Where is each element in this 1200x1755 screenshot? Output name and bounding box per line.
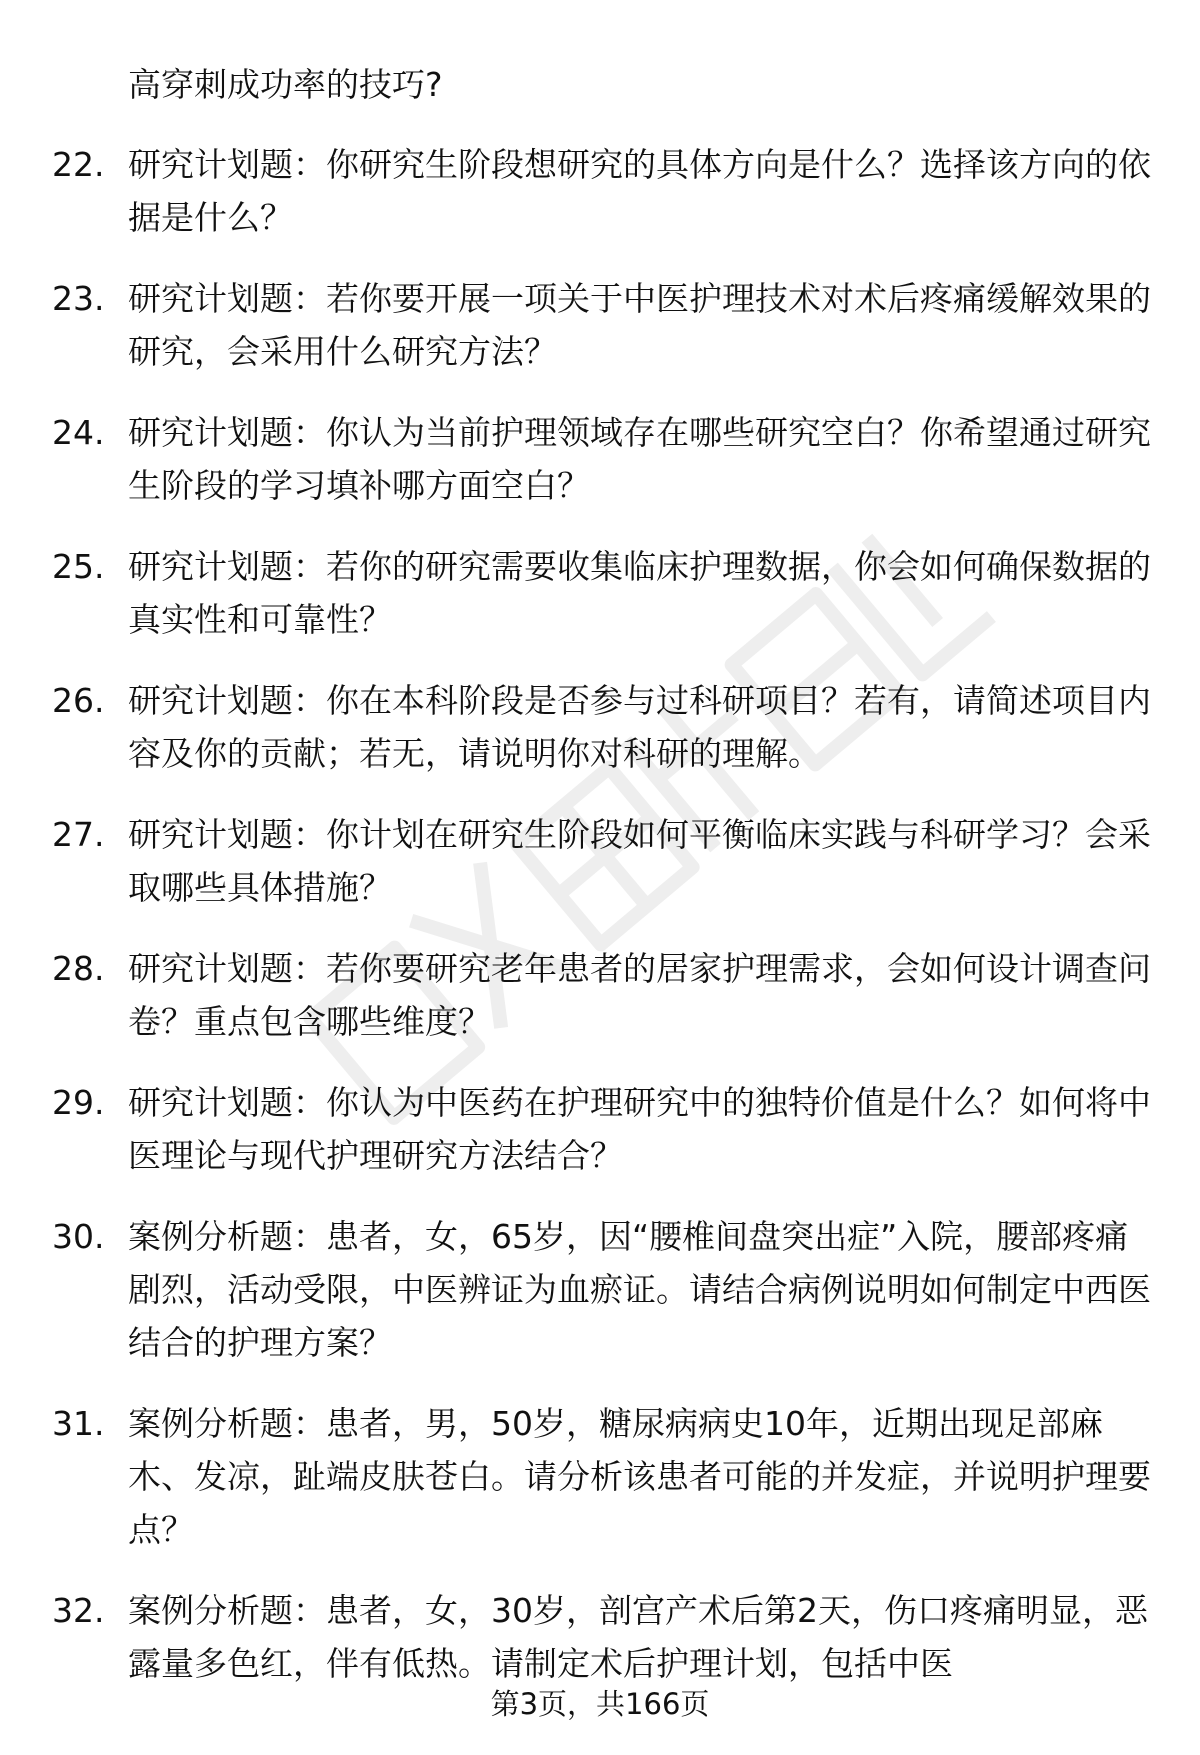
- question-item: [52, 674, 1152, 780]
- question-item: [52, 1076, 1152, 1182]
- question-text: 研究计划题：你认为中医药在护理研究中的独特价值是什么？如何将中医理论与现代护理研究方法结合？: [128, 1083, 1151, 1175]
- question-number: 30.: [52, 1217, 105, 1256]
- question-text: 研究计划题：你在本科阶段是否参与过科研项目？若有，请简述项目内容及你的贡献；若无，请说明你对科研的理解。: [128, 681, 1151, 773]
- question-item: [52, 942, 1152, 1048]
- question-text: 研究计划题：若你要开展一项关于中医护理技术对术后疼痛缓解效果的研究，会采用什么研究方法？: [128, 279, 1151, 371]
- question-item: [52, 808, 1152, 914]
- question-number: 26.: [52, 681, 105, 720]
- question-list: [52, 58, 1152, 1718]
- question-text: 研究计划题：你认为当前护理领域存在哪些研究空白？你希望通过研究生阶段的学习填补哪方面空白？: [128, 413, 1151, 505]
- question-item: [52, 1584, 1152, 1690]
- question-text: 案例分析题：患者，女，30岁，剖宫产术后第2天，伤口疼痛明显，恶露量多色红，伴有低热。请制定术后护理计划，包括中医: [128, 1591, 1148, 1683]
- question-number: 23.: [52, 279, 105, 318]
- question-number: 22.: [52, 145, 105, 184]
- question-item: [52, 138, 1152, 244]
- page-footer: 第3页，共166页: [490, 1687, 710, 1721]
- question-item: [52, 1397, 1152, 1556]
- question-number: 27.: [52, 815, 105, 854]
- question-text: 研究计划题：若你的研究需要收集临床护理数据，你会如何确保数据的真实性和可靠性？: [128, 547, 1151, 639]
- question-number: 24.: [52, 413, 105, 452]
- question-text: 研究计划题：你计划在研究生阶段如何平衡临床实践与科研学习？会采取哪些具体措施？: [128, 815, 1151, 907]
- question-number: 32.: [52, 1591, 105, 1630]
- question-number: 25.: [52, 547, 105, 586]
- question-text: 案例分析题：患者，女，65岁，因“腰椎间盘突出症”入院，腰部疼痛剧烈，活动受限，中医辨证为血瘀证。请结合病例说明如何制定中西医结合的护理方案？: [128, 1217, 1151, 1362]
- question-number: 31.: [52, 1404, 105, 1443]
- question-text: 研究计划题：若你要研究老年患者的居家护理需求，会如何设计调查问卷？重点包含哪些维度？: [128, 949, 1151, 1041]
- question-item: [52, 540, 1152, 646]
- question-text: 研究计划题：你研究生阶段想研究的具体方向是什么？选择该方向的依据是什么？: [128, 145, 1151, 237]
- question-number: 28.: [52, 949, 105, 988]
- question-item: [52, 272, 1152, 378]
- question-item: [52, 1210, 1152, 1369]
- question-number: 29.: [52, 1083, 105, 1122]
- question-item: [52, 406, 1152, 512]
- continuation-text: 高穿刺成功率的技巧?: [128, 65, 443, 104]
- question-text: 案例分析题：患者，男，50岁，糖尿病病史10年，近期出现足部麻木、发凉，趾端皮肤苍白。请分析该患者可能的并发症，并说明护理要点？: [128, 1404, 1151, 1549]
